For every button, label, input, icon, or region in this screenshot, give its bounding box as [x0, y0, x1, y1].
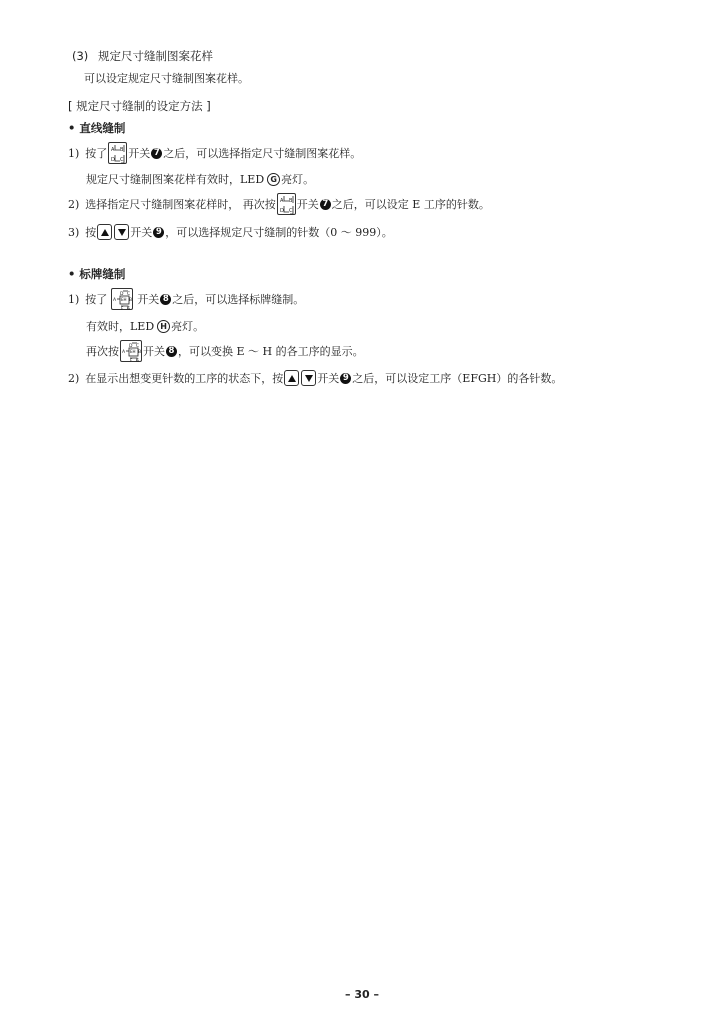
svg-text:C: C [127, 292, 131, 297]
svg-text:F: F [121, 306, 124, 311]
straight-step3 [68, 224, 393, 240]
step-text: 按 [85, 226, 97, 239]
section-heading [72, 48, 213, 64]
step-text: 选择指定尺寸缝制图案花样时， 再次按 [85, 198, 276, 211]
svg-text:A: A [113, 298, 117, 303]
step-text: 开关 [317, 372, 340, 385]
straight-step1 [68, 142, 361, 164]
svg-text:EH: EH [121, 297, 127, 302]
led-h-icon: H [157, 320, 170, 333]
up-arrow-key-icon[interactable] [284, 370, 299, 386]
straight-bullet: • 直线缝制 [68, 121, 126, 135]
svg-text:B: B [138, 350, 142, 355]
svg-text:F: F [130, 358, 133, 363]
up-arrow-key-icon[interactable] [97, 224, 112, 240]
svg-text:A: A [279, 198, 284, 204]
step-number: 2) [68, 197, 80, 211]
section-title: 规定尺寸缝制图案花样 [97, 49, 213, 63]
straight-note1 [86, 171, 314, 187]
svg-text:D: D [120, 292, 124, 297]
down-arrow-key-icon[interactable] [114, 224, 129, 240]
svg-text:B: B [288, 198, 293, 204]
circled-number-icon: 7 [320, 199, 331, 210]
straight-sew-key-icon[interactable] [108, 142, 127, 164]
svg-text:C: C [136, 344, 140, 349]
section-intro: 可以设定规定尺寸缝制图案花样。 [84, 72, 249, 85]
note-text: 有效时，LED [86, 320, 155, 333]
svg-text:D: D [279, 208, 284, 214]
svg-text:D: D [129, 344, 133, 349]
svg-text:G: G [136, 358, 140, 363]
svg-text:EH: EH [130, 349, 136, 354]
down-arrow-key-icon[interactable] [301, 370, 316, 386]
step-number: 3) [68, 225, 80, 239]
step-text: 按了 [85, 147, 108, 160]
step-text: 开关 [128, 147, 151, 160]
step-number: 1) [68, 292, 80, 306]
step-text: 开关 [137, 293, 160, 306]
tag-sew-key-icon[interactable] [111, 288, 133, 310]
svg-text:B: B [120, 147, 124, 153]
step-text: 开关 [296, 198, 319, 211]
note-text: 规定尺寸缝制图案花样有效时，LED [86, 173, 265, 186]
step-text: 之后，可以设定工序（EFGH）的各针数。 [352, 372, 563, 385]
circled-number-icon: 8 [160, 294, 171, 305]
svg-text:C: C [288, 208, 293, 214]
tag-note1 [86, 318, 204, 334]
straight-step2 [68, 193, 490, 215]
circled-number-icon: 7 [151, 148, 162, 159]
tag-step2 [68, 370, 562, 386]
note-text: 再次按 [86, 345, 119, 358]
note-text: 开关 [143, 345, 165, 358]
step-number: 1) [68, 146, 80, 160]
section-number: (3) [72, 49, 89, 63]
tag-bullet: • 标牌缝制 [68, 267, 126, 281]
circled-number-icon: 9 [340, 373, 351, 384]
page-number: – 30 – [345, 988, 379, 1001]
step-text: 之后，可以选择指定尺寸缝制图案花样。 [163, 147, 362, 160]
led-g-icon: G [267, 173, 280, 186]
svg-text:A: A [122, 350, 126, 355]
tag-sew-key-icon[interactable] [120, 340, 142, 362]
circled-number-icon: 8 [166, 346, 177, 357]
method-heading: [ 规定尺寸缝制的设定方法 ] [68, 99, 211, 113]
tag-note2 [86, 340, 364, 362]
step-text: 之后，可以设定 E 工序的针数。 [331, 198, 490, 211]
step-text: 按了 [85, 293, 108, 306]
step-text: ，可以选择规定尺寸缝制的针数（0 ～ 999）。 [165, 226, 393, 239]
svg-text:G: G [127, 306, 131, 311]
svg-text:D: D [111, 157, 116, 163]
note-text: 亮灯。 [171, 320, 205, 333]
circled-number-icon: 9 [153, 227, 164, 238]
step-text: 在显示出想变更针数的工序的状态下，按 [85, 372, 284, 385]
tag-step1 [68, 288, 304, 310]
step-text: 开关 [130, 226, 153, 239]
svg-text:A: A [111, 147, 115, 153]
step-number: 2) [68, 371, 80, 385]
svg-text:B: B [129, 298, 133, 303]
step-text: 之后，可以选择标牌缝制。 [172, 293, 305, 306]
straight-sew-key-icon[interactable] [277, 193, 296, 215]
note-text: ，可以变换 E ～ H 的各工序的显示。 [178, 345, 364, 358]
note-text: 亮灯。 [281, 173, 315, 186]
svg-text:C: C [120, 157, 124, 163]
